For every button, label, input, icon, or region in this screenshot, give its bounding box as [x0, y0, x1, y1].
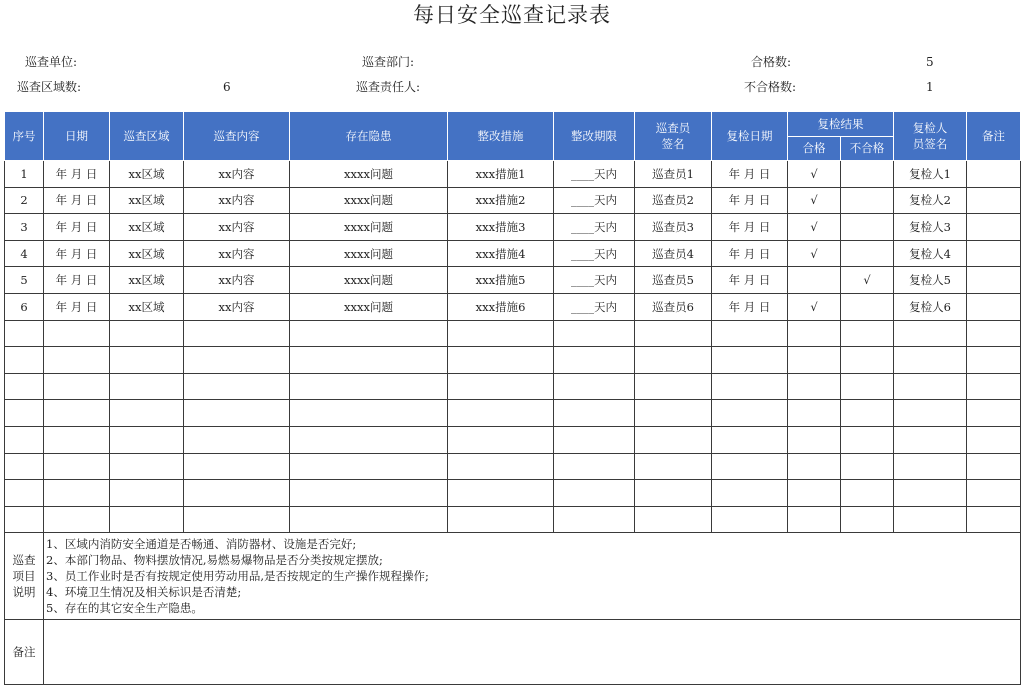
cell-fail	[841, 214, 894, 241]
table-row	[5, 267, 1021, 294]
fail-count-label: 不合格数:	[744, 80, 797, 94]
cell-fail	[841, 400, 894, 427]
cell-pass: √	[788, 214, 841, 241]
description-label-line: 项目	[12, 569, 36, 584]
cell-rechecker	[894, 320, 967, 347]
cell-content	[184, 453, 290, 480]
table-row	[5, 161, 1021, 188]
cell-inspector	[635, 400, 712, 427]
cell-content: xx内容	[184, 214, 290, 241]
cell-measure	[448, 426, 554, 453]
cell-rechecker	[894, 347, 967, 374]
cell-hazard	[290, 453, 448, 480]
cell-hazard: xxxx问题	[290, 267, 448, 294]
cell-measure: xxx措施4	[448, 240, 554, 267]
cell-pass	[788, 267, 841, 294]
cell-fail	[841, 293, 894, 320]
cell-no	[5, 347, 44, 374]
cell-date: 年 月 日	[44, 187, 110, 214]
fail-count-value: 1	[926, 80, 934, 94]
header-area: 巡查区域	[110, 112, 184, 161]
header-rechecker-line1: 复检人	[912, 121, 948, 135]
cell-hazard	[290, 426, 448, 453]
cell-inspector: 巡查员1	[635, 161, 712, 188]
header-no: 序号	[5, 112, 44, 161]
cell-hazard: xxxx问题	[290, 293, 448, 320]
cell-deadline	[554, 506, 635, 533]
cell-content: xx内容	[184, 240, 290, 267]
table-row	[5, 240, 1021, 267]
cell-area: xx区域	[110, 267, 184, 294]
cell-remark	[967, 480, 1021, 507]
table-body	[5, 161, 1021, 685]
cell-rechecker	[894, 453, 967, 480]
header-content: 巡查内容	[184, 112, 290, 161]
cell-recheck-date: 年 月 日	[712, 214, 788, 241]
cell-content	[184, 347, 290, 374]
cell-area	[110, 506, 184, 533]
cell-remark	[967, 161, 1021, 188]
cell-measure	[448, 400, 554, 427]
cell-fail	[841, 426, 894, 453]
cell-hazard: xxxx问题	[290, 187, 448, 214]
cell-measure: xxx措施5	[448, 267, 554, 294]
cell-date	[44, 506, 110, 533]
cell-recheck-date	[712, 506, 788, 533]
cell-recheck-date: 年 月 日	[712, 293, 788, 320]
header-inspector-line1: 巡查员	[655, 121, 691, 135]
inspection-table	[4, 111, 1021, 685]
empty-table-row	[5, 480, 1021, 507]
table-row	[5, 214, 1021, 241]
cell-date	[44, 347, 110, 374]
cell-pass	[788, 426, 841, 453]
cell-measure	[448, 347, 554, 374]
header-rechecker-line2: 员签名	[912, 137, 948, 151]
cell-rechecker: 复检人4	[894, 240, 967, 267]
cell-rechecker: 复检人3	[894, 214, 967, 241]
cell-content	[184, 426, 290, 453]
cell-recheck-date: 年 月 日	[712, 161, 788, 188]
cell-deadline	[554, 347, 635, 374]
cell-remark	[967, 214, 1021, 241]
header-remark: 备注	[967, 112, 1021, 161]
cell-remark	[967, 240, 1021, 267]
header-pass: 合格	[788, 137, 841, 161]
cell-area: xx区域	[110, 293, 184, 320]
cell-no: 3	[5, 214, 44, 241]
cell-deadline	[554, 373, 635, 400]
cell-date	[44, 480, 110, 507]
cell-inspector	[635, 426, 712, 453]
cell-deadline: ____天内	[554, 240, 635, 267]
cell-no	[5, 320, 44, 347]
cell-recheck-date	[712, 373, 788, 400]
header-inspector-signature	[635, 112, 712, 161]
cell-content: xx内容	[184, 187, 290, 214]
cell-recheck-date: 年 月 日	[712, 267, 788, 294]
cell-content	[184, 320, 290, 347]
cell-fail	[841, 347, 894, 374]
cell-fail	[841, 453, 894, 480]
cell-area	[110, 480, 184, 507]
cell-date	[44, 426, 110, 453]
cell-area: xx区域	[110, 240, 184, 267]
cell-measure: xxx措施2	[448, 187, 554, 214]
cell-fail	[841, 373, 894, 400]
page-title: 每日安全巡查记录表	[413, 3, 611, 27]
cell-pass	[788, 480, 841, 507]
footer-remark-row	[5, 620, 1021, 685]
cell-measure	[448, 320, 554, 347]
empty-table-row	[5, 426, 1021, 453]
cell-no	[5, 453, 44, 480]
table-row	[5, 293, 1021, 320]
cell-measure	[448, 506, 554, 533]
cell-remark	[967, 187, 1021, 214]
cell-hazard	[290, 373, 448, 400]
cell-no: 6	[5, 293, 44, 320]
cell-inspector: 巡查员2	[635, 187, 712, 214]
cell-deadline: ____天内	[554, 267, 635, 294]
pass-count-value: 5	[926, 55, 934, 69]
cell-measure	[448, 453, 554, 480]
cell-recheck-date: 年 月 日	[712, 187, 788, 214]
cell-hazard: xxxx问题	[290, 240, 448, 267]
cell-area	[110, 400, 184, 427]
description-item: 5、存在的其它安全生产隐患。	[46, 601, 203, 616]
cell-fail	[841, 480, 894, 507]
empty-table-row	[5, 373, 1021, 400]
cell-no	[5, 506, 44, 533]
cell-inspector	[635, 320, 712, 347]
cell-date	[44, 373, 110, 400]
cell-measure: xxx措施6	[448, 293, 554, 320]
cell-remark	[967, 293, 1021, 320]
cell-inspector: 巡查员5	[635, 267, 712, 294]
cell-rechecker: 复检人5	[894, 267, 967, 294]
description-item: 1、区域内消防安全通道是否畅通、消防器材、设施是否完好;	[46, 537, 357, 552]
cell-inspector: 巡查员6	[635, 293, 712, 320]
cell-hazard	[290, 506, 448, 533]
header-rechecker-signature	[894, 112, 967, 161]
cell-date	[44, 453, 110, 480]
cell-pass: √	[788, 161, 841, 188]
cell-remark	[967, 453, 1021, 480]
inspection-description-label	[5, 533, 44, 620]
cell-area: xx区域	[110, 161, 184, 188]
empty-table-row	[5, 347, 1021, 374]
cell-pass	[788, 506, 841, 533]
cell-remark	[967, 267, 1021, 294]
header-inspector-line2: 签名	[661, 137, 685, 151]
empty-table-row	[5, 320, 1021, 347]
header-recheck-date: 复检日期	[712, 112, 788, 161]
cell-hazard	[290, 347, 448, 374]
cell-fail	[841, 240, 894, 267]
empty-table-row	[5, 453, 1021, 480]
cell-rechecker	[894, 480, 967, 507]
cell-rechecker	[894, 373, 967, 400]
cell-no: 5	[5, 267, 44, 294]
area-count-label: 巡查区域数:	[17, 80, 82, 94]
cell-measure	[448, 480, 554, 507]
cell-recheck-date: 年 月 日	[712, 240, 788, 267]
cell-fail	[841, 161, 894, 188]
cell-no: 4	[5, 240, 44, 267]
footer-remark-field	[44, 620, 1021, 685]
cell-pass: √	[788, 293, 841, 320]
cell-no: 2	[5, 187, 44, 214]
header-measure: 整改措施	[448, 112, 554, 161]
cell-remark	[967, 400, 1021, 427]
cell-rechecker: 复检人1	[894, 161, 967, 188]
description-item: 2、本部门物品、物料摆放情况,易燃易爆物品是否分类按规定摆放;	[46, 553, 383, 568]
cell-inspector	[635, 373, 712, 400]
cell-rechecker: 复检人2	[894, 187, 967, 214]
cell-area	[110, 453, 184, 480]
cell-measure: xxx措施3	[448, 214, 554, 241]
cell-area: xx区域	[110, 187, 184, 214]
area-count-value: 6	[223, 80, 231, 94]
cell-area: xx区域	[110, 214, 184, 241]
cell-no	[5, 480, 44, 507]
cell-area	[110, 320, 184, 347]
cell-fail	[841, 320, 894, 347]
empty-table-row	[5, 400, 1021, 427]
header-deadline: 整改期限	[554, 112, 635, 161]
cell-inspector: 巡查员4	[635, 240, 712, 267]
cell-date: 年 月 日	[44, 293, 110, 320]
cell-deadline: ____天内	[554, 187, 635, 214]
cell-remark	[967, 426, 1021, 453]
cell-rechecker	[894, 506, 967, 533]
cell-recheck-date	[712, 480, 788, 507]
cell-deadline: ____天内	[554, 161, 635, 188]
cell-no	[5, 400, 44, 427]
cell-pass	[788, 320, 841, 347]
cell-remark	[967, 506, 1021, 533]
cell-area	[110, 347, 184, 374]
cell-pass: √	[788, 187, 841, 214]
inspection-description-row	[5, 533, 1021, 620]
cell-date: 年 月 日	[44, 267, 110, 294]
cell-deadline	[554, 480, 635, 507]
cell-remark	[967, 320, 1021, 347]
footer-remark-label: 备注	[5, 620, 44, 685]
cell-no: 1	[5, 161, 44, 188]
responsible-person-label: 巡查责任人:	[356, 80, 421, 94]
cell-pass	[788, 400, 841, 427]
cell-hazard	[290, 320, 448, 347]
cell-recheck-date	[712, 453, 788, 480]
cell-pass: √	[788, 240, 841, 267]
pass-count-label: 合格数:	[751, 55, 792, 69]
cell-date: 年 月 日	[44, 161, 110, 188]
header-recheck-result: 复检结果	[788, 112, 894, 137]
cell-content: xx内容	[184, 293, 290, 320]
cell-content: xx内容	[184, 267, 290, 294]
cell-rechecker	[894, 400, 967, 427]
cell-deadline	[554, 320, 635, 347]
cell-inspector	[635, 506, 712, 533]
cell-hazard	[290, 480, 448, 507]
cell-measure	[448, 373, 554, 400]
table-row	[5, 187, 1021, 214]
cell-recheck-date	[712, 320, 788, 347]
cell-pass	[788, 453, 841, 480]
header-hazard: 存在隐患	[290, 112, 448, 161]
cell-inspector: 巡查员3	[635, 214, 712, 241]
cell-rechecker	[894, 426, 967, 453]
cell-date	[44, 400, 110, 427]
cell-inspector	[635, 480, 712, 507]
cell-date	[44, 320, 110, 347]
cell-area	[110, 426, 184, 453]
cell-inspector	[635, 347, 712, 374]
cell-pass	[788, 373, 841, 400]
header-date: 日期	[44, 112, 110, 161]
cell-no	[5, 426, 44, 453]
description-item: 4、环境卫生情况及相关标识是否清楚;	[46, 585, 242, 600]
cell-deadline: ____天内	[554, 214, 635, 241]
cell-hazard: xxxx问题	[290, 214, 448, 241]
cell-recheck-date	[712, 426, 788, 453]
cell-fail: √	[841, 267, 894, 294]
cell-recheck-date	[712, 400, 788, 427]
cell-deadline	[554, 453, 635, 480]
cell-area	[110, 373, 184, 400]
inspection-dept-label: 巡查部门:	[362, 55, 415, 69]
cell-deadline	[554, 426, 635, 453]
cell-content	[184, 400, 290, 427]
inspection-description-text	[44, 533, 1021, 620]
cell-hazard	[290, 400, 448, 427]
header-fail: 不合格	[841, 137, 894, 161]
cell-content	[184, 506, 290, 533]
cell-date: 年 月 日	[44, 240, 110, 267]
description-label-line: 说明	[12, 585, 36, 600]
cell-rechecker: 复检人6	[894, 293, 967, 320]
inspection-unit-label: 巡查单位:	[25, 55, 78, 69]
cell-remark	[967, 347, 1021, 374]
empty-table-row	[5, 506, 1021, 533]
cell-content	[184, 373, 290, 400]
cell-date: 年 月 日	[44, 214, 110, 241]
cell-fail	[841, 506, 894, 533]
cell-hazard: xxxx问题	[290, 161, 448, 188]
cell-remark	[967, 373, 1021, 400]
description-label-line: 巡查	[12, 553, 36, 568]
cell-deadline	[554, 400, 635, 427]
cell-fail	[841, 187, 894, 214]
cell-content: xx内容	[184, 161, 290, 188]
cell-measure: xxx措施1	[448, 161, 554, 188]
cell-inspector	[635, 453, 712, 480]
cell-pass	[788, 347, 841, 374]
cell-deadline: ____天内	[554, 293, 635, 320]
cell-recheck-date	[712, 347, 788, 374]
cell-no	[5, 373, 44, 400]
description-item: 3、员工作业时是否有按规定使用劳动用品,是否按规定的生产操作规程操作;	[46, 569, 429, 584]
cell-content	[184, 480, 290, 507]
